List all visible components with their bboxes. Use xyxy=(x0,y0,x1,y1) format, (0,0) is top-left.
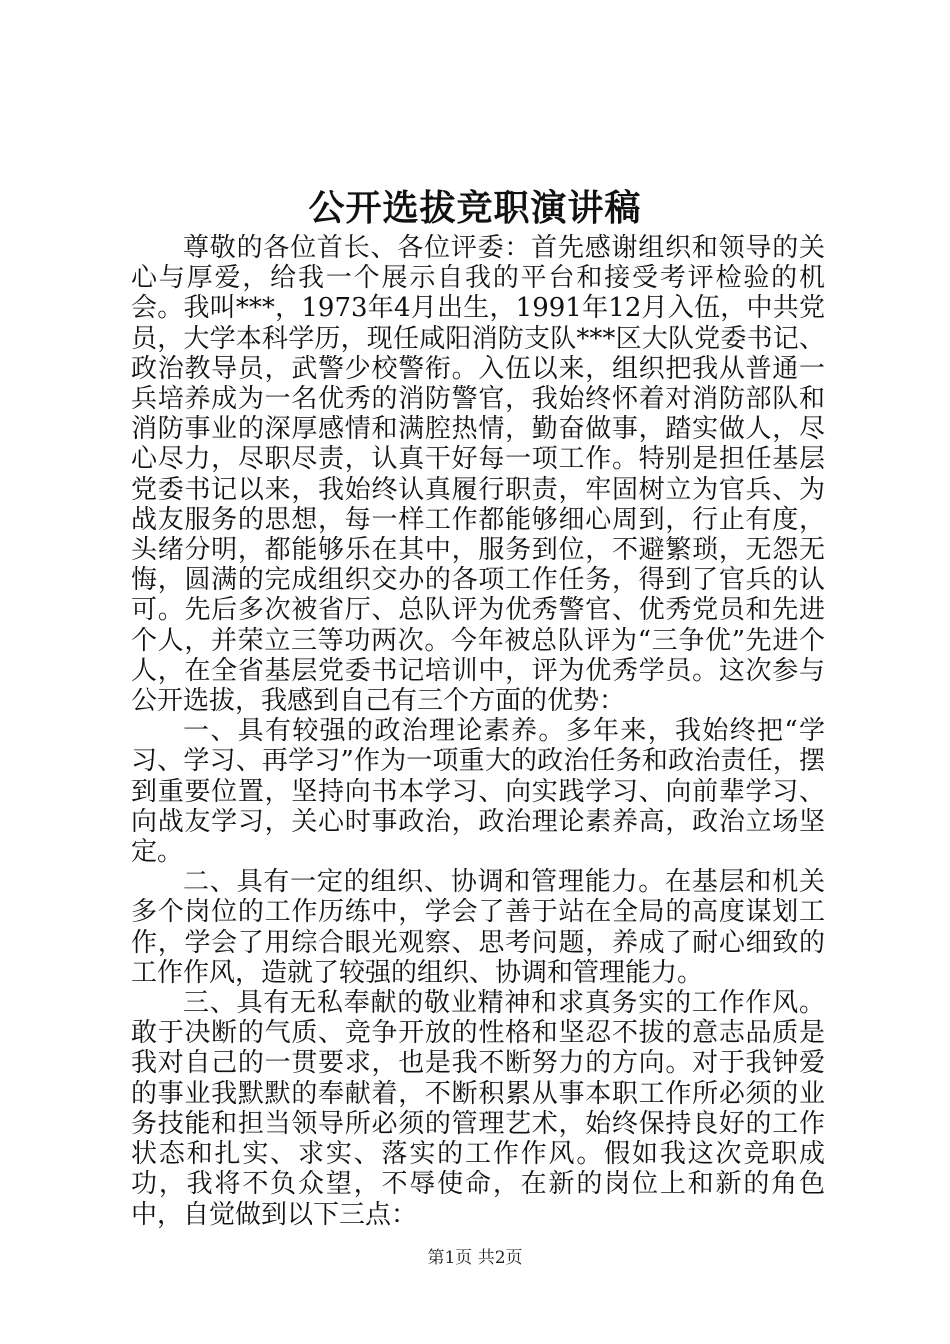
document-title: 公开选拔竞职演讲稿 xyxy=(308,187,642,229)
paragraph-intro: 尊敬的各位首长、各位评委：首先感谢组织和领导的关心与厚爱，给我一个展示自我的平台和接受考评检验的机会。我叫***，1973年4月出生，1991年12月入伍，中共党员，大学本科学历，现任咸阳消防支队***区大队党委书记、政治教导员，武警少校警衔。入伍以来，组织把我从普通一兵培养成为一名优秀的消防警官，我始终怀着对消防部队和消防事业的深厚感情和满腔热情，勤奋做事，踏实做人，尽心尽力，尽职尽责，认真干好每一项工作。特别是担任基层党委书记以来，我始终认真履行职责，牢固树立为官兵、为战友服务的思想，每一样工作都能够细心周到，行止有度，头绪分明，都能够乐在其中，服务到位，不避繁琐，无怨无悔，圆满的完成组织交办的各项工作任务，得到了官兵的认可。先后多次被省厅、总队评为优秀警官、优秀党员和先进个人，并荣立三等功两次。今年被总队评为“三争优”先进个人，在全省基层党委书记培训中，评为优秀学员。这次参与公开选拔，我感到自己有三个方面的优势： xyxy=(131,233,825,717)
paragraph-point-one: 一、具有较强的政治理论素养。多年来，我始终把“学习、学习、再学习”作为一项重大的政治任务和政治责任，摆到重要位置，坚持向书本学习、向实践学习、向前辈学习、向战友学习，关心时事政治，政治理论素养高，政治立场坚定。 xyxy=(131,716,825,868)
document-body xyxy=(131,233,825,1230)
paragraph-point-two: 二、具有一定的组织、协调和管理能力。在基层和机关多个岗位的工作历练中，学会了善于站在全局的高度谋划工作，学会了用综合眼光观察、思考问题，养成了耐心细致的工作作风，造就了较强的组织、协调和管理能力。 xyxy=(131,867,825,988)
paragraph-point-three: 三、具有无私奉献的敬业精神和求真务实的工作作风。敢于决断的气质、竞争开放的性格和坚忍不拔的意志品质是我对自己的一贯要求，也是我不断努力的方向。对于我钟爱的事业我默默的奉献着，不断积累从事本职工作所必须的业务技能和担当领导所必须的管理艺术，始终保持良好的工作状态和扎实、求实、落实的工作作风。假如我这次竞职成功，我将不负众望，不辱使命，在新的岗位上和新的角色中，自觉做到以下三点： xyxy=(131,988,825,1230)
page-number-footer: 第1页 共2页 xyxy=(427,1248,523,1268)
